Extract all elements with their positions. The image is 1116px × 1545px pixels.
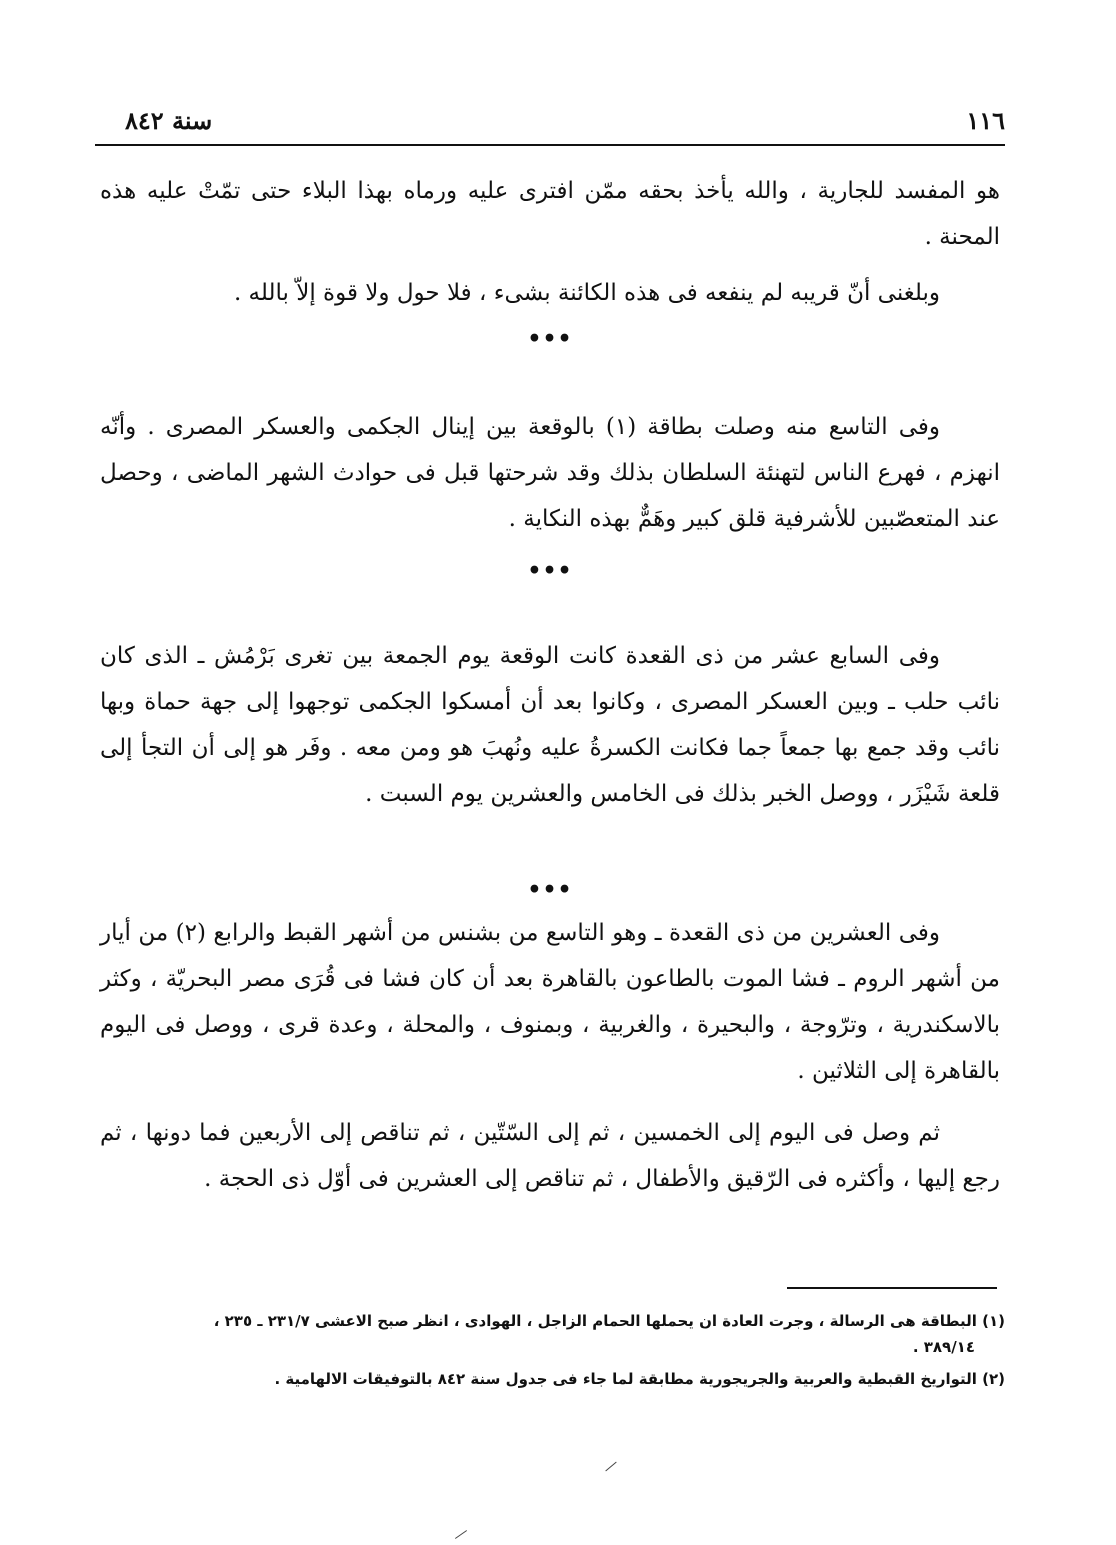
- scan-speck: [605, 1462, 616, 1472]
- scan-speck: [455, 1530, 467, 1539]
- section-separator-3: •••: [527, 877, 573, 903]
- section-separator-2: •••: [527, 558, 573, 584]
- paragraph-5: وفى العشرين من ذى القعدة ـ وهو التاسع من بشنس من أشهر القبط والرابع (٢) من أيار من أشهر الروم ـ فشا الموت بالطاعون بالقاهرة بعد أن كان فشا فى قُرَى مصر البحريّة ، وكثر بالاسكندرية ، وترّوجة ، والبحيرة ، والغربية ، وبمنوف ، والمحلة ، وعدة قرى ، ووصل فى اليوم بالقاهرة إلى الثلاثين .: [100, 920, 1000, 1084]
- header-rule: [95, 144, 1005, 146]
- footnote-1: (١) البطاقة هى الرسالة ، وجرت العادة ان يحملها الحمام الزاجل ، الهوادى ، انظر صبح الاعشى ٢٣١/٧ ـ ٢٣٥ ،: [213, 1312, 1005, 1330]
- section-separator-1: •••: [527, 326, 573, 352]
- paragraph-2: وبلغنى أنّ قريبه لم ينفعه فى هذه الكائنة بشىء ، فلا حول ولا قوة إلاّ بالله .: [233, 280, 940, 306]
- footnote-1-continuation: ٣٨٩/١٤ .: [912, 1338, 975, 1356]
- footnotes: [110, 1308, 1005, 1392]
- paragraph-3: وفى التاسع منه وصلت بطاقة (١) بالوقعة بين إينال الجكمى والعسكر المصرى . وأنّه انهزم ، فهرع الناس لتهنئة السلطان بذلك وقد شرحتها قبل فى حوادث الشهر الماضى ، وحصل عند المتعصّبين للأشرفية قلق كبير وهَمٌّ بهذه النكاية .: [100, 414, 1000, 532]
- page-number: ١١٦: [966, 106, 1005, 135]
- body-block-4: [100, 910, 1000, 1202]
- body-block-2: [100, 404, 1000, 542]
- paragraph-4: وفى السابع عشر من ذى القعدة كانت الوقعة يوم الجمعة بين تغرى بَرْمُش ـ الذى كان نائب حلب ـ وبين العسكر المصرى ، وكانوا بعد أن أمسكوا الجكمى توجهوا إلى جهة حماة وبها نائب وقد جمع بها جمعاً جما فكانت الكسرةُ عليه ونُهبَ هو ومن معه . وفَر هو إلى أن التجأ إلى قلعة شَيْزَر ، ووصل الخبر بذلك فى الخامس والعشرين يوم السبت .: [100, 643, 1000, 807]
- body-block-1: [100, 168, 1000, 316]
- paragraph-1: هو المفسد للجارية ، والله يأخذ بحقه ممّن افترى عليه ورماه بهذا البلاء حتى تمّتْ عليه هذه المحنة .: [100, 178, 1000, 250]
- footnote-rule: [787, 1287, 997, 1289]
- paragraph-6: ثم وصل فى اليوم إلى الخمسين ، ثم إلى السّتّين ، ثم تناقص إلى الأربعين فما دونها ، ثم رجع إليها ، وأكثره فى الرّقيق والأطفال ، ثم تناقص إلى العشرين فى أوّل ذى الحجة .: [100, 1120, 1000, 1192]
- running-header: [95, 100, 1005, 140]
- body-block-3: [100, 633, 1000, 817]
- running-title-year: سنة ٨٤٢: [125, 106, 213, 135]
- footnote-2: (٢) التواريخ القبطية والعربية والجريجورية مطابقة لما جاء فى جدول سنة ٨٤٢ بالتوفيقات الالهامية .: [274, 1370, 1005, 1388]
